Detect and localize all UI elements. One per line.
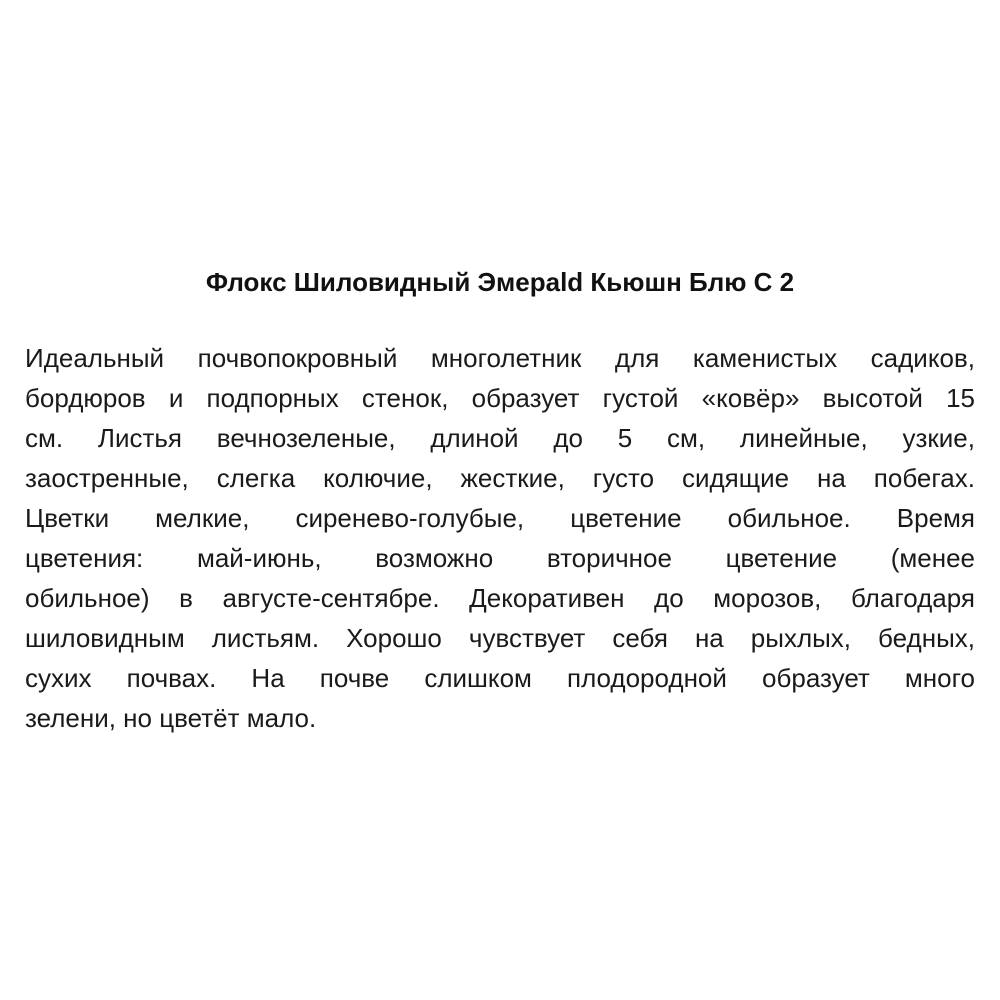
description-line: Цветки мелкие, сиреневo-голубые, цветение обильное. Время bbox=[25, 503, 975, 533]
product-description bbox=[25, 338, 975, 738]
description-line: зелени, но цветёт мало. bbox=[25, 703, 317, 733]
product-title: Флокс Шиловидный Эмерald Кьюшн Блю С 2 bbox=[205, 267, 795, 297]
description-line: сухих почвах. На почве слишком плодородной образует много bbox=[25, 663, 975, 693]
description-line: Идеальный почвопокровный многолетник для каменистых садиков, bbox=[25, 343, 975, 373]
description-line: цветения: май-июнь, возможно вторичное цветение (менее bbox=[25, 543, 975, 573]
description-line: бордюров и подпорных стенок, образует густой «ковёр» высотой 15 bbox=[25, 383, 975, 413]
description-line: шиловидным листьям. Хорошо чувствует себя на рыхлых, бедных, bbox=[25, 623, 975, 653]
description-line: обильное) в августе-сентябре. Декоративен до морозов, благодаря bbox=[25, 583, 975, 613]
description-line: заостренные, слегка колючие, жесткие, густо сидящие на побегах. bbox=[25, 463, 975, 493]
description-line: см. Листья вечнозеленые, длиной до 5 см, линейные, узкие, bbox=[25, 423, 975, 453]
